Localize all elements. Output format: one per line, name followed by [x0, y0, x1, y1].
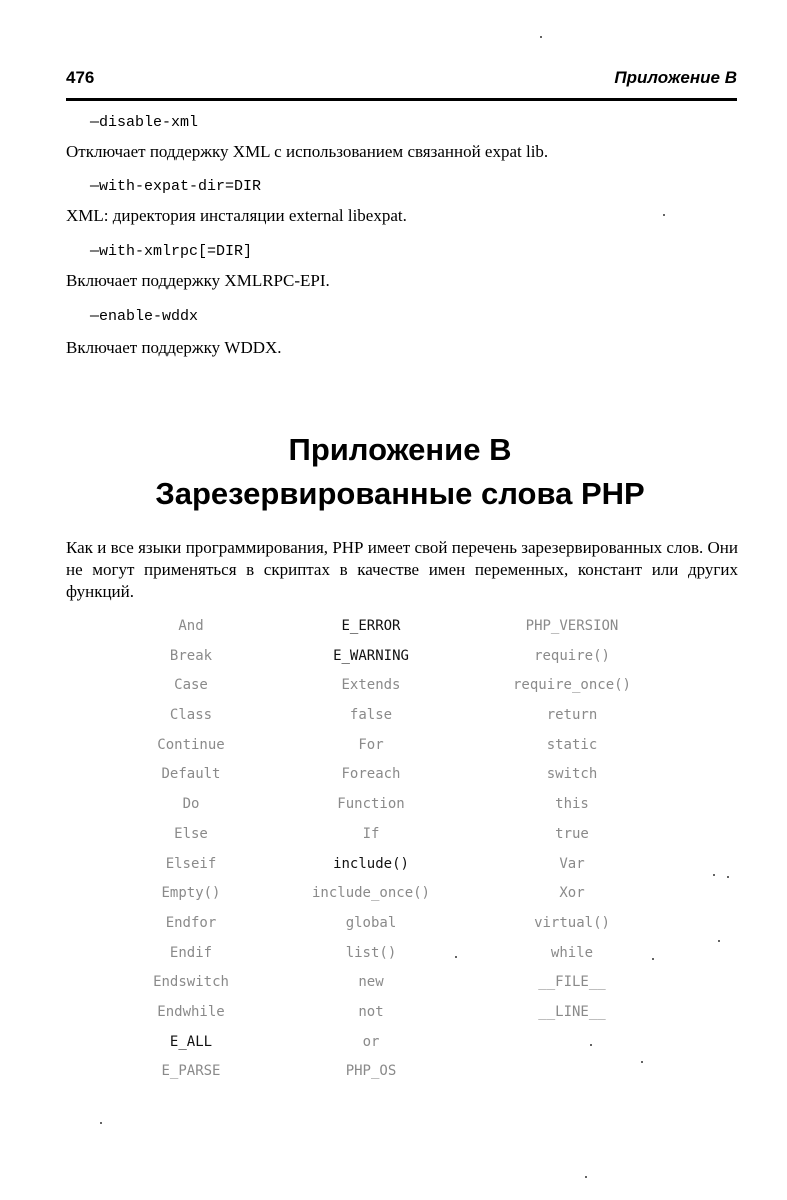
keyword: Endswitch	[153, 974, 229, 991]
keyword: Default	[161, 766, 221, 783]
keyword: virtual()	[534, 914, 610, 931]
keyword: Endwhile	[157, 1003, 225, 1020]
keyword: false	[349, 707, 393, 724]
keyword: include_once()	[311, 885, 430, 902]
keyword: while	[550, 944, 594, 961]
keyword: PHP_OS	[345, 1063, 397, 1080]
keyword: Function	[337, 796, 405, 813]
keyword: require()	[534, 647, 610, 664]
scan-speck	[100, 1122, 102, 1124]
scan-speck	[652, 958, 654, 960]
option-description: Включает поддержку XMLRPC-EPI.	[66, 271, 330, 290]
keyword: include()	[333, 855, 409, 872]
keyword: Endfor	[165, 914, 217, 931]
keyword: __FILE__	[538, 974, 606, 991]
keyword-column-1	[101, 614, 281, 1089]
keyword: static	[546, 736, 598, 753]
keyword: And	[178, 618, 204, 634]
keyword: Empty()	[161, 885, 221, 902]
appendix-title: Приложение В	[288, 432, 512, 467]
keyword: Foreach	[341, 766, 401, 783]
keyword: E_ERROR	[341, 618, 401, 634]
scan-speck	[641, 1061, 643, 1063]
keyword: Do	[182, 796, 200, 813]
scan-speck	[540, 36, 542, 38]
keyword: For	[358, 736, 384, 753]
scan-speck	[718, 940, 720, 942]
intro-text: Как и все языки программирования, РНР имеет свой перечень зарезервированных слов. Они не могут применяться в скриптах в качестве имен переменных, констант или других функций.	[66, 538, 738, 601]
scan-speck	[590, 1044, 592, 1046]
keyword: Var	[559, 855, 585, 872]
keyword: Class	[169, 707, 213, 724]
option-flag: —enable-wddx	[90, 308, 199, 325]
keyword: true	[555, 825, 589, 842]
keyword: Else	[174, 825, 208, 842]
header-rule	[66, 98, 737, 101]
keyword: E_ALL	[169, 1033, 213, 1050]
scan-speck	[727, 876, 729, 878]
keyword-column-2	[281, 614, 461, 1089]
keyword: this	[555, 796, 589, 813]
keyword: switch	[546, 766, 598, 783]
scan-speck	[663, 214, 665, 216]
scan-speck	[713, 874, 715, 876]
keyword: global	[345, 914, 397, 931]
keyword: return	[546, 707, 598, 724]
keyword: Case	[174, 677, 208, 694]
keyword: E_WARNING	[333, 647, 409, 664]
intro-paragraph	[66, 537, 738, 603]
keyword: Break	[169, 647, 213, 664]
keyword: new	[358, 974, 384, 991]
option-flag: —with-xmlrpc[=DIR]	[90, 243, 253, 260]
keyword: If	[362, 825, 380, 842]
keyword: Extends	[341, 677, 401, 694]
keyword: or	[362, 1033, 380, 1050]
option-description: XML: директория инсталяции external libexpat.	[66, 206, 407, 225]
option-flag: —disable-xml	[90, 114, 199, 131]
running-title: Приложение В	[614, 68, 737, 87]
option-description: Включает поддержку WDDX.	[66, 338, 282, 357]
keyword: list()	[345, 944, 397, 961]
keyword: PHP_VERSION	[525, 618, 619, 634]
page-number: 476	[66, 68, 95, 87]
appendix-subtitle: Зарезервированные слова РНР	[155, 476, 645, 511]
option-description: Отключает поддержку XML с использованием связанной expat lib.	[66, 142, 549, 161]
keyword: Elseif	[165, 855, 217, 872]
keyword: not	[358, 1003, 384, 1020]
keyword-column-3	[482, 614, 662, 1030]
keyword: E_PARSE	[161, 1063, 221, 1080]
option-flag: —with-expat-dir=DIR	[90, 178, 262, 195]
scan-speck	[585, 1176, 587, 1178]
keyword: Endif	[169, 944, 213, 961]
keyword: Continue	[157, 736, 225, 753]
scan-speck	[455, 956, 457, 958]
keyword: require_once()	[512, 677, 631, 694]
keyword: __LINE__	[538, 1003, 606, 1020]
keyword: Xor	[559, 885, 585, 902]
